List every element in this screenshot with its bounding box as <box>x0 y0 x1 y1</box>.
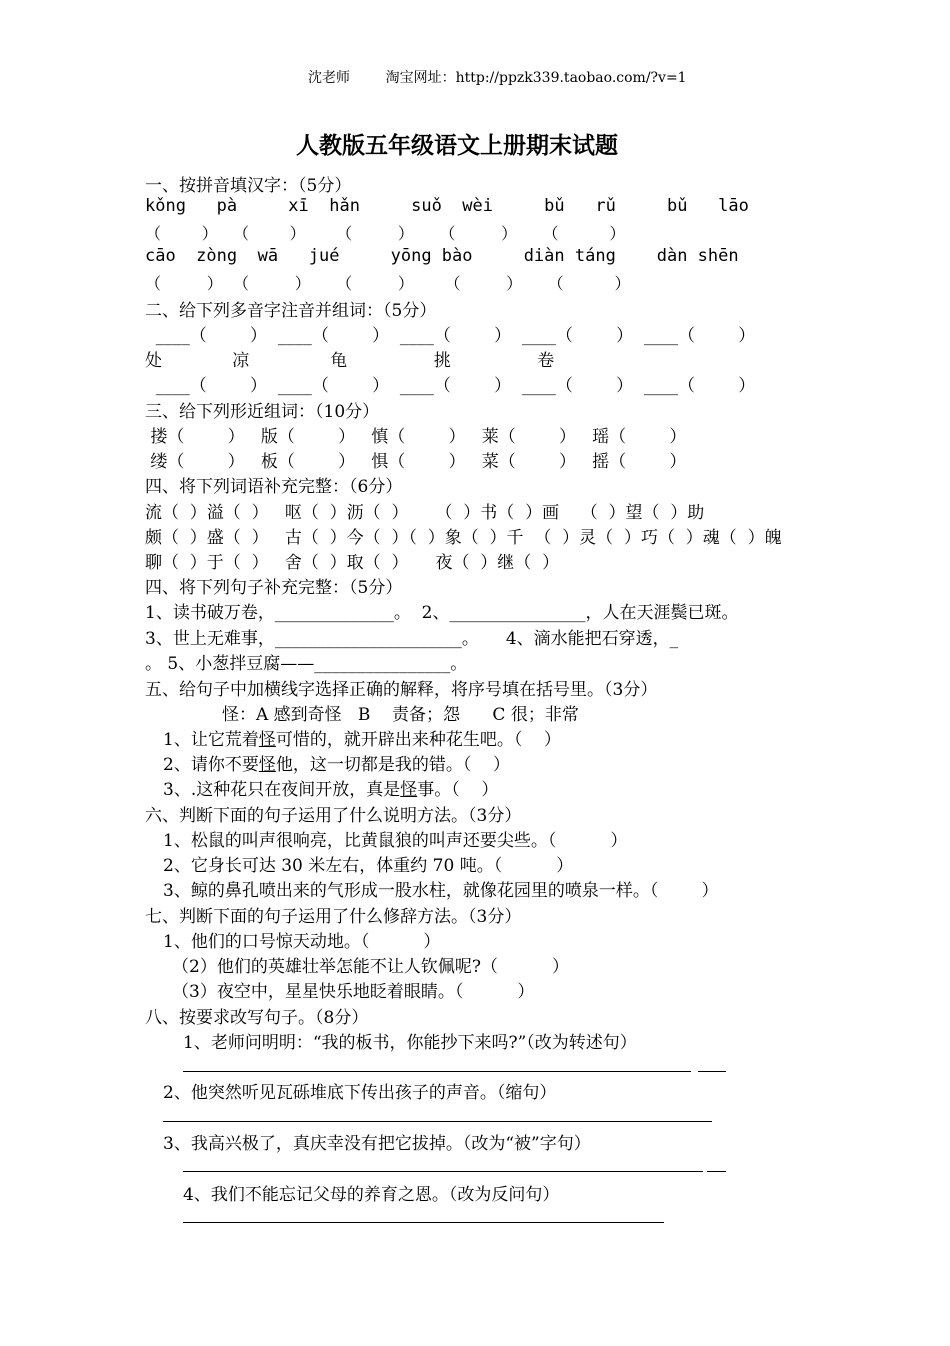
underlined-char: 怪 <box>400 780 418 800</box>
sentence-line-1[interactable]: 1、读书破万卷，______________。 2、________________，人在天涯鬓已斑。 <box>145 603 739 623</box>
section-2-heading: 二、给下列多音字注音并组词：（5分） <box>145 301 437 321</box>
underlined-char: 怪 <box>258 755 276 775</box>
question-6-2[interactable]: 2、它身长可达 30 米左右，体重约 70 吨。（ ） <box>163 856 574 876</box>
pinyin-row-1: kǒng pà xī hǎn suǒ wèi bǔ rǔ bǔ lāo <box>145 196 749 216</box>
answer-line-3[interactable] <box>183 1171 703 1172</box>
section-8-heading: 八、按要求改写句子。（8分） <box>145 1008 369 1028</box>
question-8-4: 4、我们不能忘记父母的养育之恩。（改为反问句） <box>183 1185 560 1205</box>
section-6-heading: 六、判断下面的句子运用了什么说明方法。（3分） <box>145 806 522 826</box>
question-7-3[interactable]: （3）夜空中，星星快乐地眨着眼睛。（ ） <box>172 982 535 1002</box>
section-7-heading: 七、判断下面的句子运用了什么修辞方法。（3分） <box>145 907 522 927</box>
similar-chars-row-2[interactable]: 缕（ ） 板（ ） 惧（ ） 菜（ ） 摇（ ） <box>145 452 687 472</box>
similar-chars-row-1[interactable]: 搂（ ） 版（ ） 慎（ ） 莱（ ） 瑶（ ） <box>145 427 687 447</box>
polyphone-row-1[interactable]: ____（ ） ____（ ） ____（ ） ____（ ） ____（ ） <box>145 326 756 346</box>
section-3-heading: 三、给下列形近组词：（10分） <box>145 402 380 422</box>
idiom-row-3[interactable]: 聊（ ）于（ ） 舍（ ）取（ ） 夜（ ）继（ ） <box>145 553 560 573</box>
answer-line-3-tail <box>707 1171 726 1172</box>
paren-row-1[interactable]: （ ） （ ） （ ） （ ） （ ） <box>145 224 626 243</box>
question-5-2: 2、请你不要怪他，这一切都是我的错。（ ） <box>163 755 510 775</box>
section-4b-heading: 四、将下列句子补充完整：（5分） <box>145 578 403 598</box>
page-title: 人教版五年级语文上册期末试题 <box>296 132 618 159</box>
page-header: 沈老师 淘宝网址：http://ppzk339.taobao.com/?v=1 <box>308 70 687 86</box>
answer-line-2[interactable] <box>163 1121 712 1122</box>
section-4a-heading: 四、将下列词语补充完整：（6分） <box>145 477 403 497</box>
idiom-row-1[interactable]: 流（ ）溢（ ） 呕（ ）沥（ ） （ ）书（ ）画 （ ）望（ ）助 <box>145 503 705 523</box>
pinyin-row-2: cāo zòng wā jué yōng bào diàn táng dàn shēn <box>145 246 739 266</box>
answer-line-1[interactable] <box>183 1071 691 1072</box>
polyphone-row-2[interactable]: ____（ ） ____（ ） ____（ ） ____（ ） ____（ ） <box>145 376 756 396</box>
underlined-char: 怪 <box>258 730 276 750</box>
question-7-1[interactable]: 1、他们的口号惊天动地。（ ） <box>163 932 441 952</box>
question-8-3: 3、我高兴极了，真庆幸没有把它拔掉。（改为“被”字句） <box>163 1134 591 1154</box>
answer-line-1-tail <box>698 1071 726 1072</box>
answer-line-4[interactable] <box>183 1222 664 1223</box>
question-5-3: 3、.这种花只在夜间开放，真是怪事。（ ） <box>163 780 499 800</box>
idiom-row-2[interactable]: 颇（ ）盛（ ） 古（ ）今（ ）（ ）象（ ）千 （ ）灵（ ）巧（ ）魂（ ）魄 <box>145 528 782 548</box>
section-5-heading: 五、给句子中加横线字选择正确的解释，将序号填在括号里。（3分） <box>145 680 658 700</box>
question-8-2: 2、他突然听见瓦砾堆底下传出孩子的声音。（缩句） <box>163 1083 557 1103</box>
options-line: 怪：A 感到奇怪 B 责备；怨 C 很；非常 <box>222 705 579 725</box>
section-1-heading: 一、按拼音填汉字：（5分） <box>145 176 352 196</box>
question-7-2[interactable]: （2）他们的英雄壮举怎能不让人钦佩呢?（ ） <box>172 957 569 977</box>
sentence-line-2[interactable]: 3、世上无难事，______________________。 4、滴水能把石穿透，_ <box>145 629 679 649</box>
polyphone-chars: 处 凉 龟 挑 卷 <box>145 351 555 371</box>
question-5-1: 1、让它荒着怪可惜的，就开辟出来种花生吧。（ ） <box>163 730 561 750</box>
question-6-3[interactable]: 3、鲸的鼻孔喷出来的气形成一股水柱，就像花园里的喷泉一样。（ ） <box>163 881 719 901</box>
paren-row-2[interactable]: （ ） （ ） （ ） （ ） （ ） <box>145 274 631 293</box>
question-6-1[interactable]: 1、松鼠的叫声很响亮，比黄鼠狼的叫声还要尖些。（ ） <box>163 831 628 851</box>
sentence-line-3[interactable]: 。 5、小葱拌豆腐——________________。 <box>145 654 468 674</box>
question-8-1: 1、老师问明明：“我的板书，你能抄下来吗?”（改为转述句） <box>183 1033 637 1053</box>
